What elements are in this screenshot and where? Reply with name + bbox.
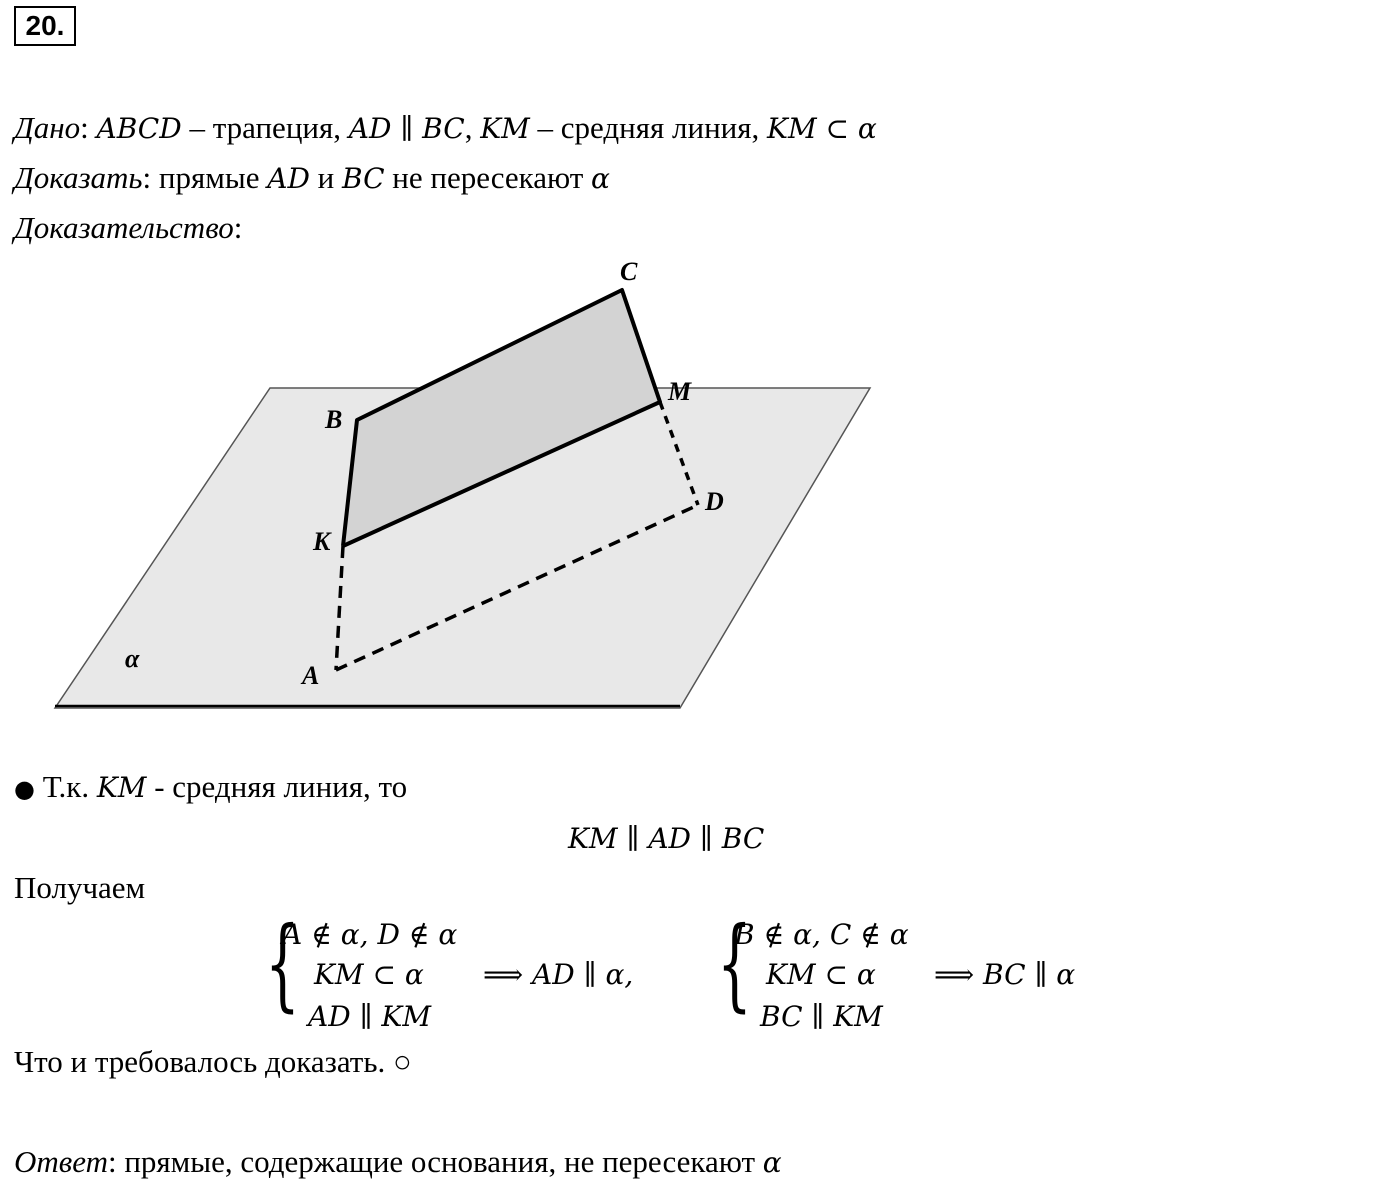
- proof-colon: :: [233, 210, 243, 245]
- system2-line-3: BC ∥ KM: [760, 1000, 883, 1033]
- centered-formula: KM ∥ AD ∥ BC: [568, 822, 765, 855]
- step1-line: [14, 771, 407, 802]
- step1-math-1: KM: [96, 771, 147, 804]
- prove-math-1: AD: [267, 162, 310, 195]
- given-math-3: KM: [480, 112, 530, 145]
- label-M: M: [668, 377, 692, 406]
- system2-line-1: B ∉ α, C ∉ α: [734, 918, 909, 951]
- system1-result: ⟹ AD ∥ α,: [483, 958, 634, 991]
- system1-line-1: A ∉ α, D ∉ α: [282, 918, 458, 951]
- obtain-text: Получаем: [14, 870, 146, 905]
- label-B: B: [325, 405, 343, 434]
- proof-label: Доказательство: [14, 210, 234, 245]
- answer-line: [14, 1146, 782, 1177]
- given-math-4: KM ⊂ α: [767, 112, 877, 145]
- given-colon: :: [80, 110, 89, 145]
- label-alpha: α: [125, 644, 140, 673]
- prove-math-2: BC: [341, 162, 385, 195]
- problem-number: 20.: [14, 6, 76, 46]
- prove-text-3: не пересекают: [384, 160, 592, 195]
- prove-text-1: : прямые: [142, 160, 268, 195]
- given-text-3: – средняя линия,: [529, 110, 768, 145]
- given-label: Дано: [14, 110, 81, 145]
- system1-brace: {: [265, 905, 300, 1022]
- label-K: K: [313, 527, 331, 556]
- label-A: A: [302, 661, 320, 690]
- label-D: D: [705, 487, 724, 516]
- answer-text-1: : прямые, содержащие основания, не пересекают: [107, 1144, 763, 1179]
- bullet: ●: [14, 775, 35, 803]
- given-math-1: ABCD: [96, 112, 182, 145]
- system2-line-2: KM ⊂ α: [766, 958, 876, 991]
- given-math-2: AD ∥ BC: [348, 112, 465, 145]
- label-C: C: [620, 257, 638, 286]
- system2-brace: {: [717, 905, 752, 1022]
- given-text-1: – трапеция,: [181, 110, 349, 145]
- prove-label: Доказать: [14, 160, 143, 195]
- step1-text-2: - средняя линия, то: [146, 769, 408, 804]
- qed-line: Что и требовалось доказать. ○: [14, 1044, 412, 1079]
- system1-line-2: KM ⊂ α: [314, 958, 424, 991]
- answer-math-1: α: [762, 1146, 782, 1179]
- prove-math-3: α: [591, 162, 610, 195]
- system1-line-3: AD ∥ KM: [308, 1000, 431, 1033]
- given-text-2: ,: [464, 110, 481, 145]
- answer-label: Ответ: [14, 1144, 108, 1179]
- prove-text-2: и: [309, 160, 342, 195]
- system2-result: ⟹ BC ∥ α: [934, 958, 1076, 991]
- step1-text-1: Т.к.: [34, 769, 97, 804]
